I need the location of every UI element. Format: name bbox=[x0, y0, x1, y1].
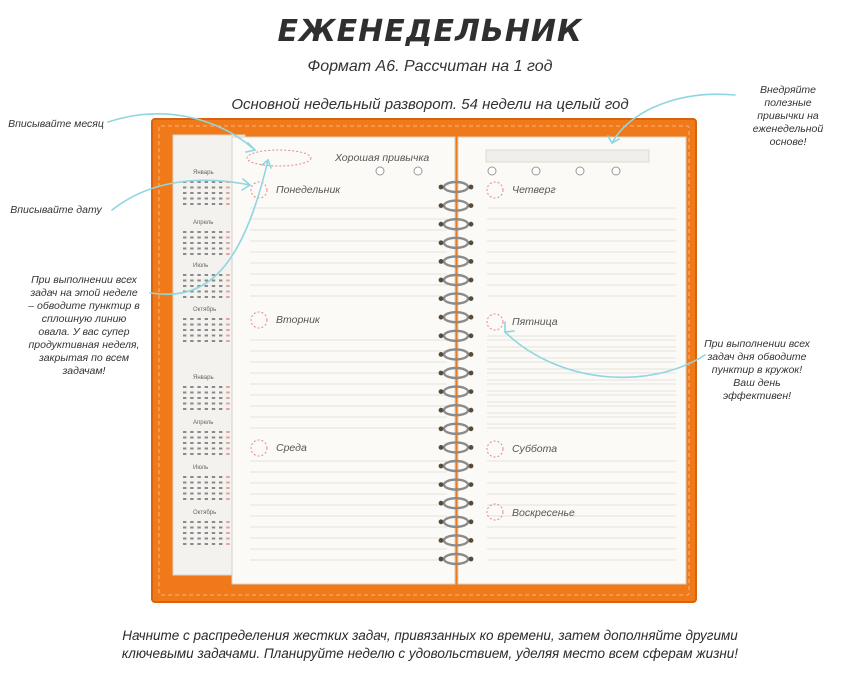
day-label-saturday: Суббота bbox=[512, 443, 558, 455]
footer-text: Начните с распределения жестких задач, привязанных ко времени, затем дополняйте другими ключевыми задачами. Планируйте неделю с удовольствием, уделяя место всем сферам жизни! bbox=[121, 628, 739, 661]
habit-circle bbox=[612, 167, 620, 175]
habit-circle bbox=[576, 167, 584, 175]
calendar-month-label: Июль bbox=[193, 263, 209, 269]
note-habits: Внедряйте полезные привычки на еженедельной основе! bbox=[752, 84, 824, 148]
note-date: Вписывайте дату bbox=[10, 204, 102, 216]
habit-label: Хорошая привычка bbox=[335, 152, 430, 164]
calendar-month-label: Октябрь bbox=[193, 510, 217, 516]
calendar-month-label: Октябрь bbox=[193, 307, 217, 313]
page-title: ЕЖЕНЕДЕЛЬНИК bbox=[277, 14, 583, 49]
habit-circle bbox=[414, 167, 422, 175]
day-label-wednesday: Среда bbox=[276, 442, 307, 454]
page-subtitle: Формат А6. Рассчитан на 1 год bbox=[307, 58, 553, 75]
habit-circle bbox=[376, 167, 384, 175]
note-month: Вписывайте месяц bbox=[8, 118, 104, 130]
calendar-month-label: Январь bbox=[193, 170, 214, 176]
day-label-thursday: Четверг bbox=[512, 184, 556, 196]
calendar-month-label: Январь bbox=[193, 375, 214, 381]
spread-caption: Основной недельный разворот. 54 недели на целый год bbox=[231, 96, 629, 113]
note-day-circle: При выполнении всех задач дня обводите пунктир в кружок! Ваш день эффективен! bbox=[704, 338, 810, 402]
day-label-sunday: Воскресенье bbox=[512, 507, 575, 519]
habit-circle bbox=[532, 167, 540, 175]
calendar-month-label: Апрель bbox=[193, 220, 214, 226]
day-label-friday: Пятница bbox=[512, 316, 558, 328]
habit-circle bbox=[488, 167, 496, 175]
calendar-month-label: Апрель bbox=[193, 420, 214, 426]
calendar-month-label: Июль bbox=[193, 465, 209, 471]
day-label-tuesday: Вторник bbox=[276, 314, 320, 326]
habit-box bbox=[486, 150, 649, 162]
day-label-monday: Понедельник bbox=[276, 184, 341, 196]
note-week-oval: При выполнении всех задач на этой неделе – обводите пунктир в сплошную линию овала. У вас супер продуктивная неделя, закрытая по всем задачам! bbox=[28, 274, 140, 377]
left-page bbox=[232, 137, 455, 584]
